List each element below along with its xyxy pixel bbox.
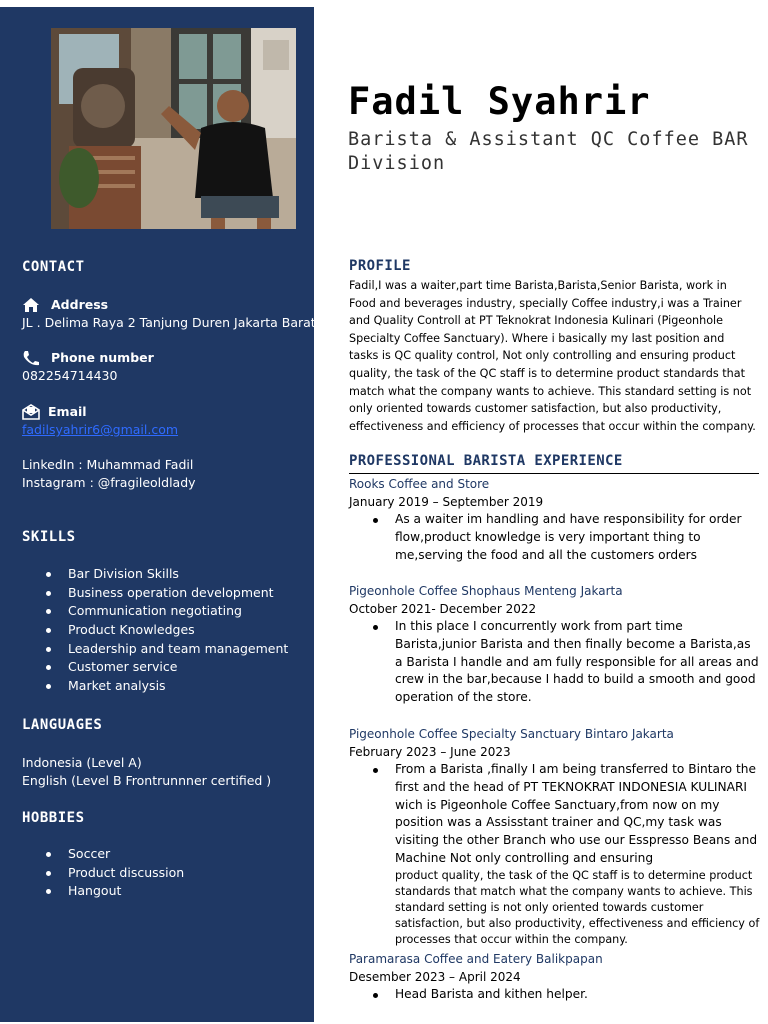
sidebar [0,7,314,1022]
hobby-item: Soccer [46,845,184,864]
job-period: February 2023 – June 2023 [349,745,511,759]
profile-photo [51,28,296,229]
skill-item: Business operation development [46,584,288,603]
job-description: As a waiter im handling and have responsibility for order flow,product knowledge is very important thing to me,serving the food and all the customers orders [395,511,761,564]
phone-icon [22,350,40,366]
skills-list [46,565,288,696]
experience-heading: PROFESSIONAL BARISTA EXPERIENCE [349,453,623,469]
experience-entry [349,476,761,564]
hobbies-heading: HOBBIES [22,810,85,826]
email-icon [22,404,40,420]
home-icon [22,297,40,313]
email-link[interactable]: fadilsyahrir6@gmail.com [22,422,179,437]
skill-item: Bar Division Skills [46,565,288,584]
job-company: Paramarasa Coffee and Eatery Balikpapan [349,952,603,966]
phone-label: Phone number [51,350,154,365]
address-label: Address [51,297,109,312]
language-item: Indonesia (Level A) [22,755,142,770]
job-company: Rooks Coffee and Store [349,477,490,491]
hobbies-list [46,845,184,901]
linkedin-text: LinkedIn : Muhammad Fadil [22,457,194,472]
job-description-continued: product quality, the task of the QC staff is to determine product standards that match what the company wants to achieve. This standard setting is not only oriented towards customer satisfaction, but also productivity, effectiveness and efficiency of processes that occur within the company. [395,868,760,946]
email-label: Email [48,404,87,419]
section-divider [349,473,759,474]
experience-entry [349,951,761,1004]
job-description: From a Barista ,finally I am being transferred to Bintaro the first and the head of PT TEKNOKRAT INDONESIA KULINARI wich is Pigeonhole Coffee Sanctuary,from now on my position was a Assisstant trainer and QC,my task was visiting the other Branch who use our Esspresso Beans and Machine Not only controlling and ensuring [395,761,761,868]
experience-entry [349,726,761,948]
job-period: January 2019 – September 2019 [349,495,544,509]
job-period: Desember 2023 – April 2024 [349,970,521,984]
job-company: Pigeonhole Coffee Shophaus Menteng Jakarta [349,584,623,598]
profile-summary: Fadil,I was a waiter,part time Barista,Barista,Senior Barista, work in Food and beverages industry, specially Coffee industry,i was a Trainer and Quality Controll at PT Teknokrat Indonesia Kulinari (Pigeonhole Specialty Coffee Sanctuary). Where i basically my last position and tasks is QC quality control, Not only controlling and ensuring product quality, the task of the QC staff is to determine product standards that match what the company wants to achieve. This standard setting is not only oriented towards customer satisfaction, but also productivity, effectiveness and efficiency of processes that occur within the company. [349,279,756,433]
instagram-text: Instagram : @fragileoldlady [22,475,196,490]
skills-heading: SKILLS [22,529,76,545]
contact-heading: CONTACT [22,259,85,275]
candidate-role: Barista & Assistant QC Coffee BAR Division [348,129,749,174]
skill-item: Customer service [46,658,288,677]
job-description: In this place I concurrently work from part time Barista,junior Barista and then finally become a Barista,as a Barista I handle and am fully responsible for all areas and crew in the bar,because I hadd to build a smooth and good operation of the store. [395,618,761,707]
address-value: JL . Delima Raya 2 Tanjung Duren Jakarta Barat [22,315,316,330]
candidate-name: Fadil Syahrir [348,80,651,123]
language-item: English (Level B Frontrunnner certified ) [22,773,272,788]
job-period: October 2021- December 2022 [349,602,537,616]
profile-heading: PROFILE [349,258,411,274]
job-description: Head Barista and kithen helper. [395,986,761,1004]
hobby-item: Product discussion [46,864,184,883]
job-company: Pigeonhole Coffee Specialty Sanctuary Bintaro Jakarta [349,727,674,741]
languages-heading: LANGUAGES [22,717,103,733]
skill-item: Product Knowledges [46,621,288,640]
phone-value: 082254714430 [22,368,118,383]
experience-entry [349,583,761,707]
skill-item: Market analysis [46,677,288,696]
skill-item: Communication negotiating [46,602,288,621]
skill-item: Leadership and team management [46,640,288,659]
hobby-item: Hangout [46,882,184,901]
